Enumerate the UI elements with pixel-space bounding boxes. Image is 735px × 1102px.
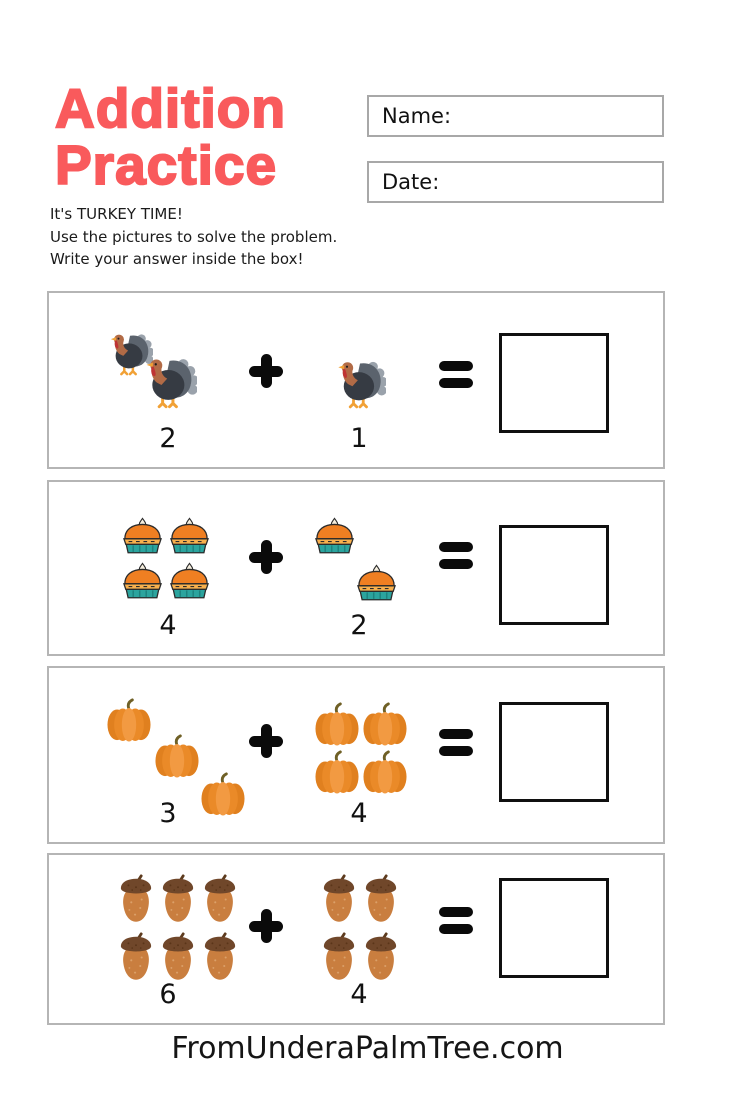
acorn-icon: [320, 874, 358, 925]
pumpkin-icon: [106, 698, 152, 742]
addend1-count: 6: [159, 979, 177, 1010]
problem-row-acorns: [47, 853, 665, 1025]
date-field[interactable]: [367, 161, 664, 203]
plus-glyph: [249, 724, 283, 758]
addend1-count: 3: [159, 798, 177, 829]
date-label: Date:: [382, 170, 440, 194]
instructions-line-3: Write your answer inside the box!: [50, 250, 304, 268]
pie-icon: [354, 564, 399, 603]
addend2-count: 1: [350, 423, 368, 454]
turkey-icon: [334, 357, 386, 409]
pie-icon: [167, 517, 212, 556]
problem-row-pies: [47, 480, 665, 656]
pie-icon: [120, 517, 165, 556]
pumpkin-icon: [362, 702, 408, 746]
plus-icon: [236, 668, 296, 842]
addend1-count: 2: [159, 423, 177, 454]
name-field[interactable]: [367, 95, 664, 137]
plus-icon: [236, 293, 296, 467]
plus-icon: [236, 855, 296, 1023]
addend2-count: 4: [350, 798, 368, 829]
pumpkin-icon: [362, 750, 408, 794]
problem-row-turkeys: [47, 291, 665, 469]
pie-icon: [167, 562, 212, 601]
acorn-icon: [117, 932, 155, 983]
turkey-icon: [142, 354, 197, 409]
pie-icon: [120, 562, 165, 601]
plus-glyph: [249, 540, 283, 574]
acorn-icon: [362, 874, 400, 925]
pumpkin-icon: [314, 750, 360, 794]
acorn-icon: [201, 932, 239, 983]
plus-icon: [236, 482, 296, 654]
answer-box[interactable]: [499, 702, 609, 802]
pumpkin-icon: [154, 734, 200, 778]
addend2-count: 4: [350, 979, 368, 1010]
acorn-icon: [159, 932, 197, 983]
pie-icon: [312, 517, 357, 556]
instructions-line-1: It's TURKEY TIME!: [50, 205, 183, 223]
answer-box[interactable]: [499, 333, 609, 433]
addend1-count: 4: [159, 610, 177, 641]
acorn-icon: [201, 874, 239, 925]
acorn-icon: [117, 874, 155, 925]
plus-glyph: [249, 354, 283, 388]
equals-icon: [426, 668, 486, 842]
pumpkin-icon: [314, 702, 360, 746]
problem-row-pumpkins: [47, 666, 665, 844]
footer-site-text: FromUnderaPalmTree.com: [171, 1031, 564, 1066]
title-line-1: Addition: [55, 77, 286, 139]
answer-box[interactable]: [499, 878, 609, 978]
instructions: [50, 203, 390, 271]
instructions-line-2: Use the pictures to solve the problem.: [50, 227, 338, 246]
addend2-count: 2: [350, 610, 368, 641]
acorn-icon: [320, 932, 358, 983]
equals-icon: [426, 293, 486, 467]
page-title: [55, 77, 385, 197]
acorn-icon: [159, 874, 197, 925]
name-label: Name:: [382, 104, 452, 128]
title-line-2: Practice: [55, 134, 278, 197]
answer-box[interactable]: [499, 525, 609, 625]
equals-icon: [426, 855, 486, 1023]
equals-icon: [426, 482, 486, 654]
plus-glyph: [249, 909, 283, 943]
acorn-icon: [362, 932, 400, 983]
